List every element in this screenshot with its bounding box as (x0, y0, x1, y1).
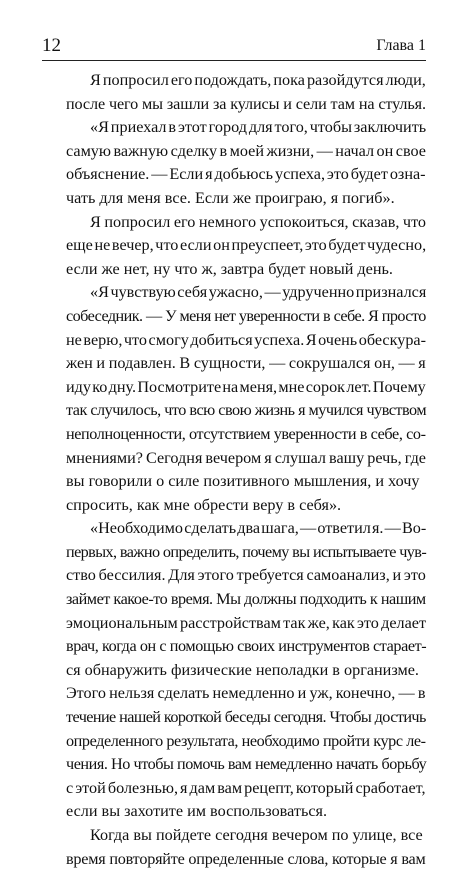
paragraph (42, 69, 426, 116)
text-line: чения. Но чтобы помочь вам немедленно начать борьбу (66, 755, 427, 774)
text-line: еще не вечер, что если он преуспеет, это будет чудесно, (66, 236, 427, 255)
text-line: Я попросил его немного успокоиться, сказав, что (90, 212, 427, 231)
paragraph (42, 517, 426, 824)
chapter-title: Глава 1 (376, 37, 426, 54)
text-line: «Необходимо сделать два шага, — ответил я. — Во- (90, 519, 427, 538)
text-line: Я попросил его подождать, пока разойдутся люди, (90, 71, 426, 89)
text-line: займет какое-то время. Мы должны подходить к нашим (66, 590, 426, 609)
text-line: если же нет, ну что ж, завтра будет новый день. (66, 259, 393, 278)
text-line: самую важную сделку в моей жизни, — начал он свое (66, 141, 426, 160)
text-line: с этой болезнью, я дам вам рецепт, который сработает, (66, 778, 426, 797)
text-line: спросить, как мне обрести веру в себя». (66, 495, 342, 514)
text-line: вы говорили о силе позитивного мышления, и хочу (66, 472, 420, 491)
text-line: определенного результата, необходимо пройти курс ле- (66, 731, 426, 750)
text-line: жен и подавлен. В сущности, — сокрушался он, — я (66, 354, 426, 373)
text-line: если вы захотите им воспользоваться. (66, 802, 327, 821)
text-line: «Я чувствую себя ужасно, — удрученно признался (90, 283, 427, 302)
paragraph (42, 211, 426, 282)
page-number: 12 (42, 35, 61, 56)
text-line: первых, важно определить, почему вы испытываете чув- (66, 542, 427, 561)
paragraph (42, 116, 426, 210)
text-line: чать для меня все. Если же проиграю, я погиб». (66, 188, 395, 207)
text-line: Этого нельзя сделать немедленно и уж, конечно, — в (66, 684, 426, 703)
text-line: объяснение. — Если я добьюсь успеха, это будет озна- (66, 165, 426, 184)
book-page (42, 35, 427, 868)
running-header (42, 36, 426, 60)
text-line: иду ко дну. Посмотрите на меня, мне сорок лет. Почему (66, 377, 426, 396)
text-line: после чего мы зашли за кулисы и сели там на стулья. (66, 94, 426, 113)
paragraph (42, 824, 426, 871)
text-line: течение нашей короткой беседы сегодня. Чтобы достичь (66, 708, 426, 727)
text-line: эмоциональным расстройствам так же, как это делает (66, 613, 427, 632)
text-line: Когда вы пойдете сегодня вечером по улице, все (90, 826, 423, 844)
text-line: ся обнаружить физические неполадки в организме. (66, 660, 419, 679)
header-rule (42, 60, 426, 61)
text-line: ство бессилия. Для этого требуется самоанализ, и это (66, 566, 426, 585)
text-line: неполноценности, отсутствием уверенности в себе, со- (66, 424, 426, 443)
body-text (42, 69, 426, 871)
text-line: собеседник. — У меня нет уверенности в себе. Я просто (66, 306, 426, 325)
text-line: врач, когда он с помощью своих инструментов старает- (66, 637, 427, 656)
paragraph (42, 281, 426, 517)
text-line: время повторяйте определенные слова, которые я вам (66, 849, 426, 868)
text-line: так случилось, что всю свою жизнь я мучился чувством (66, 401, 427, 420)
text-line: не верю, что смогу добиться успеха. Я очень обескура- (66, 330, 427, 349)
text-line: мнениями? Сегодня вечером я слушал вашу речь, где (66, 448, 426, 467)
text-line: «Я приехал в этот город для того, чтобы заключить (90, 118, 427, 137)
